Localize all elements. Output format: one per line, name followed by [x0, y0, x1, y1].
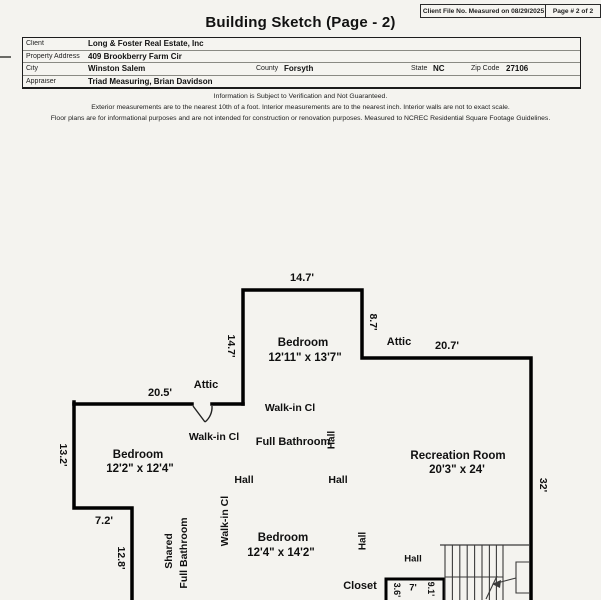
room-shared-line1: Shared	[163, 533, 175, 569]
label-hall-1: Hall	[234, 474, 254, 486]
appraiser-value: Triad Measuring, Brian Davidson	[88, 76, 213, 86]
label-walkin-cl-mid: Walk-in Cl	[188, 431, 240, 443]
dim-left-13-2: 13.2'	[57, 443, 69, 467]
dim-closet-9-1: 9.1'	[426, 581, 436, 597]
county-value: Forsyth	[284, 64, 314, 74]
county-label: County	[256, 65, 279, 73]
city-label: City	[26, 65, 39, 73]
dim-left-7-2: 7.2'	[95, 515, 113, 527]
stair-return	[516, 562, 530, 593]
dim-top-bedroom-left: 14.7'	[225, 334, 237, 358]
dim-attic-right: 20.7'	[434, 340, 460, 352]
zip-label: Zip Code	[471, 65, 500, 73]
door-leaf	[193, 406, 205, 422]
label-hall-vertical-2: Hall	[357, 531, 369, 551]
dim-top-bedroom-width: 14.7'	[289, 272, 315, 284]
page-title: Building Sketch (Page - 2)	[205, 14, 396, 31]
dim-left-12-8: 12.8'	[115, 546, 127, 570]
label-walkin-cl-top: Walk-in Cl	[264, 402, 316, 414]
label-attic-right: Attic	[386, 336, 412, 348]
size-recreation: 20'3" x 24'	[429, 464, 485, 476]
size-bedroom-bottom: 12'4" x 14'2"	[247, 547, 315, 559]
stair-break-slash	[486, 576, 497, 599]
dim-attic-left: 20.5'	[147, 387, 173, 399]
label-hall-vertical-1: Hall	[326, 430, 338, 450]
label-hall-2: Hall	[328, 474, 348, 486]
disclaimer-line-1: Information is Subject to Verification and Not Guaranteed.	[213, 93, 388, 100]
zip-value: 27106	[506, 64, 529, 74]
address-value: 409 Brookberry Farm Cir	[88, 51, 182, 61]
room-bedroom-top: Bedroom	[277, 337, 329, 349]
dim-right-32: 32'	[537, 477, 549, 493]
label-closet: Closet	[343, 580, 377, 592]
wall-left-outline	[74, 402, 132, 600]
city-value: Winston Salem	[88, 64, 146, 74]
stair-treads	[445, 545, 503, 600]
size-bedroom-top: 12'11" x 13'7"	[268, 352, 342, 364]
label-walkin-cl-vertical: Walk-in Cl	[219, 495, 231, 547]
state-label: State	[411, 65, 428, 73]
door-arc	[205, 406, 212, 422]
client-file-no-text: Client File No. Measured on 08/29/2025	[422, 7, 545, 15]
room-bedroom-left: Bedroom	[112, 449, 164, 461]
client-value: Long & Foster Real Estate, Inc	[88, 39, 204, 49]
address-label: Property Address	[26, 52, 80, 60]
client-label: Client	[26, 40, 44, 48]
dim-top-bedroom-right: 8.7'	[367, 313, 379, 331]
label-attic-left: Attic	[193, 379, 219, 391]
state-value: NC	[433, 64, 445, 74]
room-shared-line2: Full Bathroom	[178, 517, 190, 589]
room-recreation: Recreation Room	[410, 450, 506, 462]
page-number-text: Page # 2 of 2	[552, 7, 594, 15]
size-bedroom-left: 12'2" x 12'4"	[106, 463, 174, 475]
disclaimer-line-2: Exterior measurements are to the nearest 10th of a foot. Interior measurements are to the nearest inch. Interior walls are not to exact scale.	[91, 104, 510, 111]
room-bedroom-bottom: Bedroom	[257, 532, 309, 544]
label-hall-3: Hall	[404, 553, 422, 565]
room-full-bathroom: Full Bathroom	[255, 436, 331, 448]
dim-closet-7: 7'	[409, 582, 417, 594]
dim-closet-3-6: 3.6'	[392, 582, 402, 598]
appraiser-label: Appraiser	[26, 77, 56, 85]
disclaimer-line-3: Floor plans are for informational purposes and are not intended for construction or renovation purposes. Measured to NCREC Residential Square Footage Guidelines.	[50, 115, 551, 122]
